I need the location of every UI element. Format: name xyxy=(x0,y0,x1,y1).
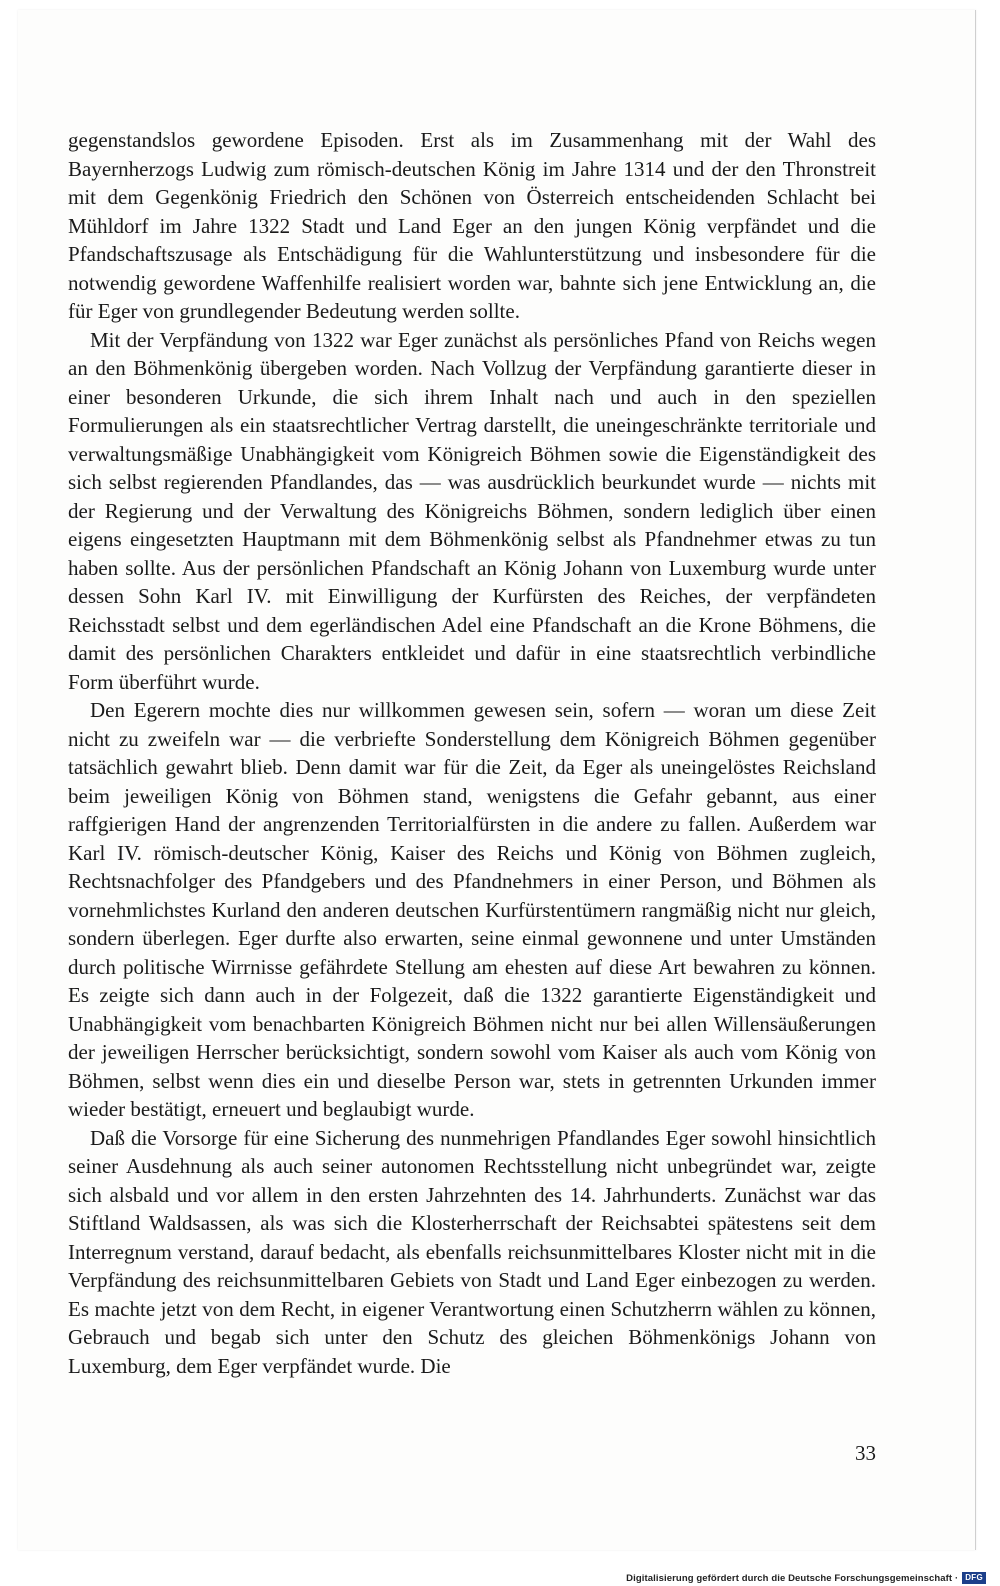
paragraph-1: gegenstandslos gewordene Episoden. Erst als im Zusammenhang mit der Wahl des Bayernherzogs Ludwig zum römisch-deutschen König im Jahre 1314 und der den Thronstreit mit dem Gegenkönig Friedrich den Schönen von Österreich entscheidenden Schlacht bei Mühldorf im Jahre 1322 Stadt und Land Eger an den jungen König verpfändet und die Pfandschaftszusage als Entschädigung für die Wahlunterstützung und insbesondere für die notwendig gewordene Waffenhilfe realisiert worden war, bahnte sich jene Entwicklung an, die für Eger von grundlegender Bedeutung werden sollte. xyxy=(68,128,876,323)
dfg-logo-icon: DFG xyxy=(962,1572,986,1584)
paragraph-2: Mit der Verpfändung von 1322 war Eger zunächst als persönliches Pfand von Reichs wegen an den Böhmenkönig übergeben worden. Nach Vollzug der Verpfändung garantierte dieser in einer besonderen Urkunde, die sich ihrem Inhalt nach und auch in den speziellen Formulierungen als ein staatsrechtlicher Vertrag darstellt, die uneingeschränkte territoriale und verwaltungsmäßige Unabhängigkeit vom Königreich Böhmen sowie die Eigenständigkeit des sich selbst regierenden Pfandlandes, das — was ausdrücklich beurkundet wurde — nichts mit der Regierung und der Verwaltung des Königreichs Böhmen, sondern lediglich über einen eigens eingesetzten Hauptmann mit dem Böhmenkönig selbst als Pfandnehmer etwas zu tun haben sollte. Aus der persönlichen Pfandschaft an König Johann von Luxemburg wurde unter dessen Sohn Karl IV. mit Einwilligung der Kurfürsten des Reiches, der verpfändeten Reichsstadt selbst und dem egerländischen Adel eine Pfandschaft an die Krone Böhmens, die damit des persönlichen Charakters entkleidet und dafür in eine staatsrechtlich verbindliche Form überführt wurde. xyxy=(68,327,876,694)
page-number: 33 xyxy=(855,1441,876,1465)
digitization-footer xyxy=(626,1572,986,1584)
paragraph-3: Den Egerern mochte dies nur willkommen gewesen sein, sofern — woran um diese Zeit nicht zu zweifeln war — die verbriefte Sonderstellung dem Königreich Böhmen gegenüber tatsächlich gewahrt blieb. Denn damit war für die Zeit, da Eger als uneingelöstes Reichsland beim jeweiligen König von Böhmen stand, wenigstens die Gefahr gebannt, aus einer raffgierigen Hand der angrenzenden Territorialfürsten in die andere zu fallen. Außerdem war Karl IV. römisch-deutscher König, Kaiser des Reichs und König von Böhmen zugleich, Rechtsnachfolger des Pfandgebers und des Pfandnehmers in einer Person, und Böhmen als vornehmlichstes Kurland den anderen deutschen Kurfürstentümern rangmäßig nicht nur gleich, sondern überlegen. Eger durfte also erwarten, seine einmal gewonnene und unter Umständen durch politische Wirrnisse gefährdete Stellung am ehesten auf diese Art bewahren zu können. Es zeigte sich dann auch in der Folgezeit, daß die 1322 garantierte Eigenständigkeit und Unabhängigkeit vom benachbarten Königreich Böhmen nicht nur bei allen Willensäußerungen der jeweiligen Herrscher berücksichtigt, sondern sowohl vom Kaiser als auch vom König von Böhmen, selbst wenn dies ein und dieselbe Person war, stets in getrennten Urkunden immer wieder bestätigt, erneuert und beglaubigt wurde. xyxy=(68,698,876,1121)
body-text xyxy=(68,126,876,1380)
paragraph-4: Daß die Vorsorge für eine Sicherung des nunmehrigen Pfandlandes Eger sowohl hinsichtlich seiner Ausdehnung als auch seiner autonomen Rechtsstellung nicht unbegründet war, zeigte sich alsbald und vor allem in den ersten Jahrzehnten des 14. Jahrhunderts. Zunächst war das Stiftland Waldsassen, als was sich die Klosterherrschaft der Reichsabtei spätestens seit dem Interregnum verstand, darauf bedacht, als ebenfalls reichsunmittelbares Kloster nicht mit in die Verpfändung des reichsunmittelbaren Gebiets von Stadt und Land Eger einbezogen zu werden. Es machte jetzt von dem Recht, in eigener Verantwortung einen Schutzherrn wählen zu können, Gebrauch und begab sich unter den Schutz des gleichen Böhmenkönigs Johann von Luxemburg, dem Eger verpfändet wurde. Die xyxy=(68,1125,876,1378)
footer-credit-text: Digitalisierung gefördert durch die Deutsche Forschungsgemeinschaft · xyxy=(626,1572,959,1584)
page-edge xyxy=(975,10,976,1550)
